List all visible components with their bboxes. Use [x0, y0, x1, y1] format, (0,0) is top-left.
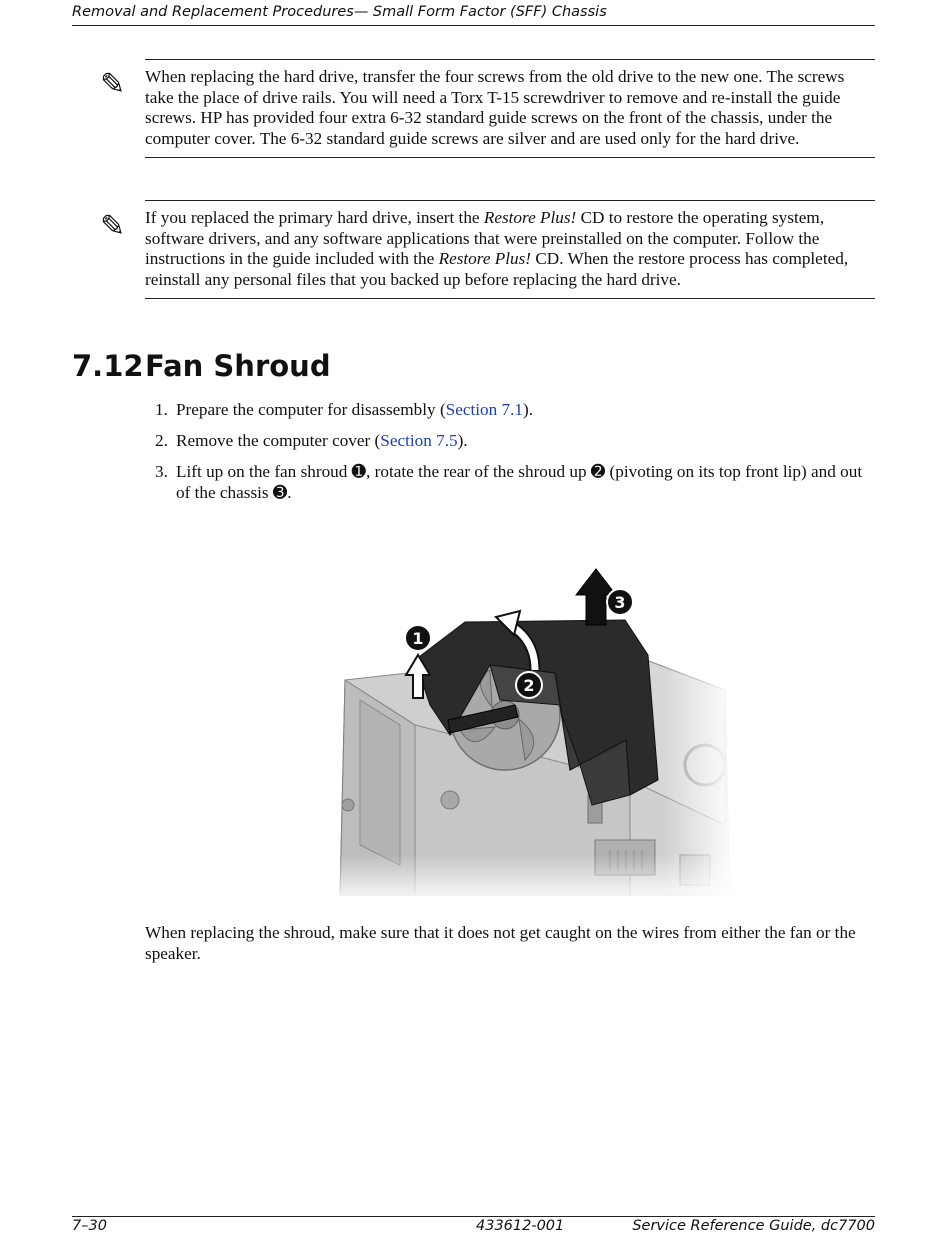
header-rule: [72, 25, 875, 26]
note-text-segment: CD. When the restore process has completed, reinstall any personal files that you backed up before replacing the hard drive.: [145, 249, 849, 289]
section-number: 7.12: [72, 349, 144, 383]
step-number: 3.: [155, 462, 168, 482]
page-number: 7–30: [72, 1218, 107, 1234]
section-title: Fan Shroud: [145, 349, 331, 383]
part-number: 433612-001: [476, 1218, 565, 1234]
guide-title: Service Reference Guide, dc7700: [632, 1218, 875, 1234]
note-text-segment: CD to restore the operating system, software drivers, and any software applications that were preinstalled on the computer. Follow the instructions in the guide included with the: [145, 208, 825, 269]
step-number: 1.: [155, 400, 168, 419]
step-text: Remove the computer cover (: [176, 431, 381, 451]
section-7-5-link[interactable]: Section 7.5: [380, 431, 458, 451]
step-item: [145, 400, 875, 421]
note-text-segment: If you replaced the primary hard drive, insert the: [145, 208, 484, 227]
step-text: ).: [457, 431, 468, 451]
fan-shroud-illustration: [330, 565, 735, 905]
note-text-1: When replacing the hard drive, transfer the four screws from the old drive to the new one. The screws take the place of drive rails. You will need a Torx T-15 screwdriver to remove and re-install the guide screws. HP has provided four extra 6-32 standard guide screws on the front of the chassis, under the computer cover. The 6-32 standard guide screws are silver and are used only for the hard drive.: [145, 67, 845, 148]
procedure-steps: [145, 400, 875, 514]
step-number: 2.: [155, 431, 168, 451]
step-text: Lift up on the fan shroud ➊, rotate the rear of the shroud up ➋ (pivoting on its top front lip) and out of the chassis ➌.: [176, 462, 863, 502]
note-pencil-icon: ✎: [100, 209, 126, 244]
step-text: ).: [523, 400, 534, 419]
section-heading: [72, 349, 331, 383]
note-box-1: [145, 59, 875, 158]
step-text: Prepare the computer for disassembly (: [176, 400, 446, 419]
restore-plus-title: Restore Plus!: [483, 208, 577, 227]
footer-rule: [72, 1216, 875, 1217]
section-7-1-link[interactable]: Section 7.1: [445, 400, 524, 419]
restore-plus-title: Restore Plus!: [438, 249, 532, 269]
running-header: Removal and Replacement Procedures— Small Form Factor (SFF) Chassis: [72, 4, 607, 20]
step-item: [145, 462, 875, 503]
note-box-2: [145, 200, 875, 299]
note-text-2: [145, 208, 875, 290]
note-pencil-icon: ✎: [100, 67, 126, 102]
closing-paragraph: When replacing the shroud, make sure that it does not get caught on the wires from either the fan or the speaker.: [145, 923, 856, 963]
step-item: [145, 431, 875, 452]
